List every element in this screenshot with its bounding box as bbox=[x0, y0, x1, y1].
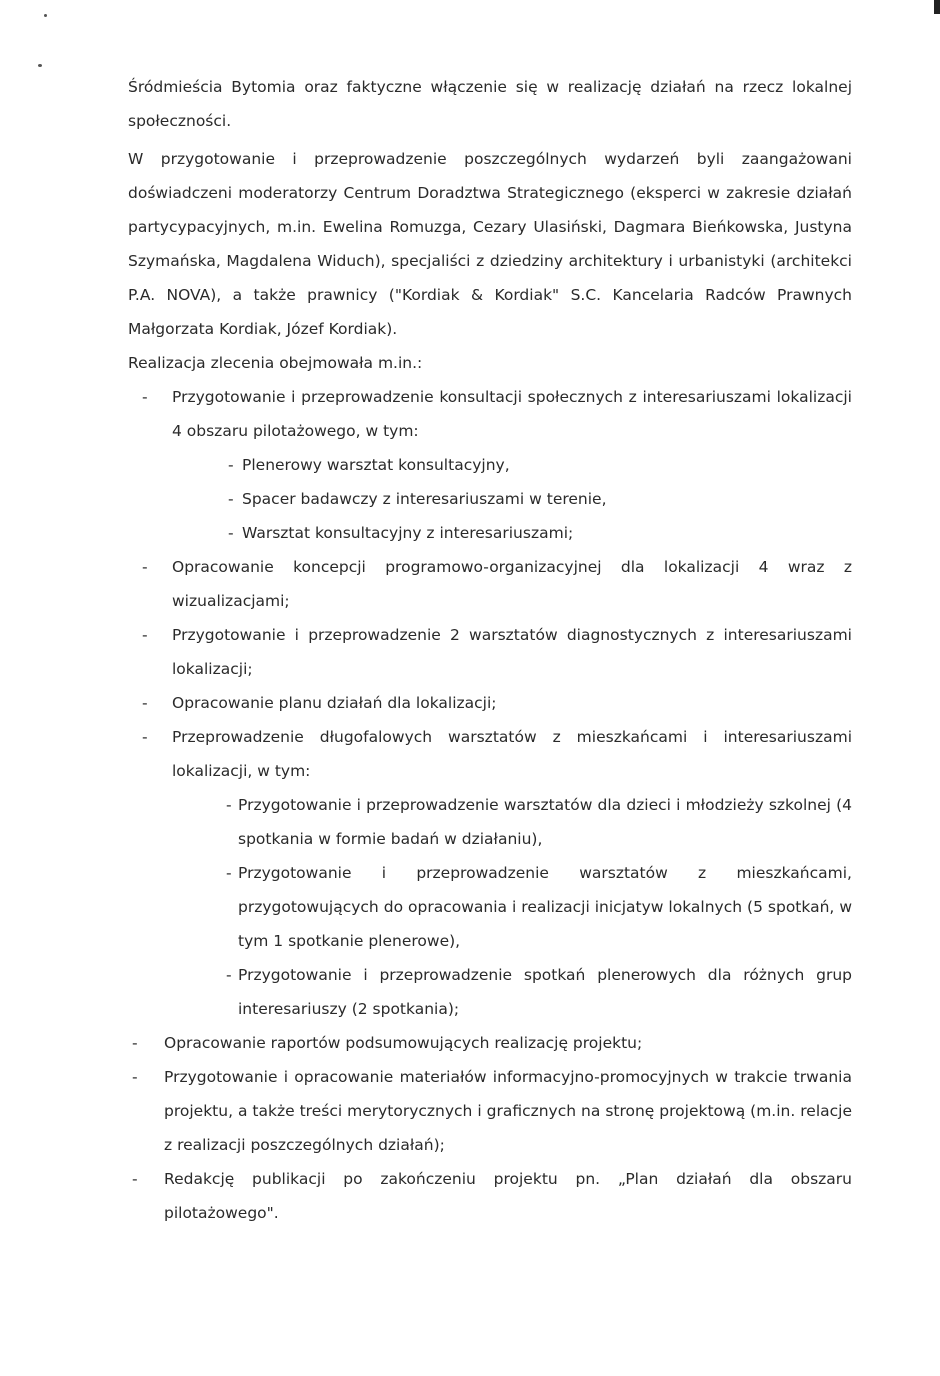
list-item-text: Przygotowanie i opracowanie materiałów informacyjno-promocyjnych w trakcie trwania projektu, a także treści merytorycznych i graficznych na stronę projektową (m.in. relacje z realizacji poszczególnych działań); bbox=[164, 1068, 852, 1154]
sub-list-item bbox=[128, 788, 852, 856]
list-item-text: Opracowanie planu działań dla lokalizacji; bbox=[172, 694, 497, 712]
list-item-text: Przygotowanie i przeprowadzenie 2 warsztatów diagnostycznych z interesariuszami lokalizacji; bbox=[172, 626, 852, 678]
list-intro: Realizacja zlecenia obejmowała m.in.: bbox=[128, 354, 423, 372]
bullet-dash: - bbox=[226, 796, 232, 814]
sub-list-item-text: Warsztat konsultacyjny z interesariuszami; bbox=[242, 524, 574, 542]
document-body bbox=[128, 70, 852, 1230]
sub-list-item bbox=[128, 448, 852, 482]
list-item bbox=[128, 720, 852, 788]
bullet-dash: - bbox=[142, 728, 148, 746]
scan-speck bbox=[38, 64, 42, 67]
sub-list-item-text: Plenerowy warsztat konsultacyjny, bbox=[242, 456, 510, 474]
sub-list-item-text: Spacer badawczy z interesariuszami w terenie, bbox=[242, 490, 607, 508]
sub-list-item-text: Przygotowanie i przeprowadzenie warsztatów z mieszkańcami, przygotowujących do opracowania i realizacji inicjatyw lokalnych (5 spotkań, w tym 1 spotkanie plenerowe), bbox=[238, 864, 852, 950]
list-item bbox=[128, 1026, 852, 1060]
bullet-dash: - bbox=[132, 1068, 138, 1086]
list-item bbox=[128, 550, 852, 618]
intro-paragraph: Śródmieścia Bytomia oraz faktyczne włączenie się w realizację działań na rzecz lokalnej społeczności. bbox=[128, 78, 852, 130]
bullet-dash: - bbox=[228, 490, 234, 508]
sub-list-item-text: Przygotowanie i przeprowadzenie spotkań plenerowych dla różnych grup interesariuszy (2 spotkania); bbox=[238, 966, 852, 1018]
sub-list-item-text: Przygotowanie i przeprowadzenie warsztatów dla dzieci i młodzieży szkolnej (4 spotkania w formie badań w działaniu), bbox=[238, 796, 852, 848]
scan-speck bbox=[44, 14, 47, 17]
team-paragraph: W przygotowanie i przeprowadzenie poszczególnych wydarzeń byli zaangażowani doświadczeni moderatorzy Centrum Doradztwa Strategicznego (eksperci w zakresie działań partycypacyjnych, m.in. Ewelina Romuzga, Cezary Ulasiński, Dagmara Bieńkowska, Justyna Szymańska, Magdalena Widuch), specjaliści z dziedziny architektury i urbanistyki (architekci P.A. NOVA), a także prawnicy ("Kordiak & Kordiak" S.C. Kancelaria Radców Prawnych Małgorzata Kordiak, Józef Kordiak). bbox=[128, 150, 852, 338]
bullet-dash: - bbox=[228, 524, 234, 542]
bullet-dash: - bbox=[226, 966, 232, 984]
sub-list-item bbox=[128, 856, 852, 958]
list-item bbox=[128, 380, 852, 448]
list-item bbox=[128, 1162, 852, 1230]
list-item-text: Przeprowadzenie długofalowych warsztatów z mieszkańcami i interesariuszami lokalizacji, w tym: bbox=[172, 728, 852, 780]
bullet-dash: - bbox=[142, 694, 148, 712]
list-item-text: Opracowanie koncepcji programowo-organizacyjnej dla lokalizacji 4 wraz z wizualizacjami; bbox=[172, 558, 852, 610]
bullet-dash: - bbox=[132, 1034, 138, 1052]
bullet-dash: - bbox=[142, 626, 148, 644]
list-item bbox=[128, 686, 852, 720]
bullet-dash: - bbox=[142, 558, 148, 576]
bullet-dash: - bbox=[228, 456, 234, 474]
sub-list-item bbox=[128, 516, 852, 550]
bullet-dash: - bbox=[132, 1170, 138, 1188]
list-item bbox=[128, 618, 852, 686]
list-item-text: Opracowanie raportów podsumowujących realizację projektu; bbox=[164, 1034, 643, 1052]
bullet-dash: - bbox=[142, 388, 148, 406]
list-item bbox=[128, 1060, 852, 1162]
sub-list-item bbox=[128, 958, 852, 1026]
sub-list-item bbox=[128, 482, 852, 516]
scan-edge-mark bbox=[934, 0, 940, 14]
bullet-dash: - bbox=[226, 864, 232, 882]
list-item-text: Redakcję publikacji po zakończeniu projektu pn. „Plan działań dla obszaru pilotażowego". bbox=[164, 1170, 852, 1222]
list-item-text: Przygotowanie i przeprowadzenie konsultacji społecznych z interesariuszami lokalizacji 4 obszaru pilotażowego, w tym: bbox=[172, 388, 852, 440]
